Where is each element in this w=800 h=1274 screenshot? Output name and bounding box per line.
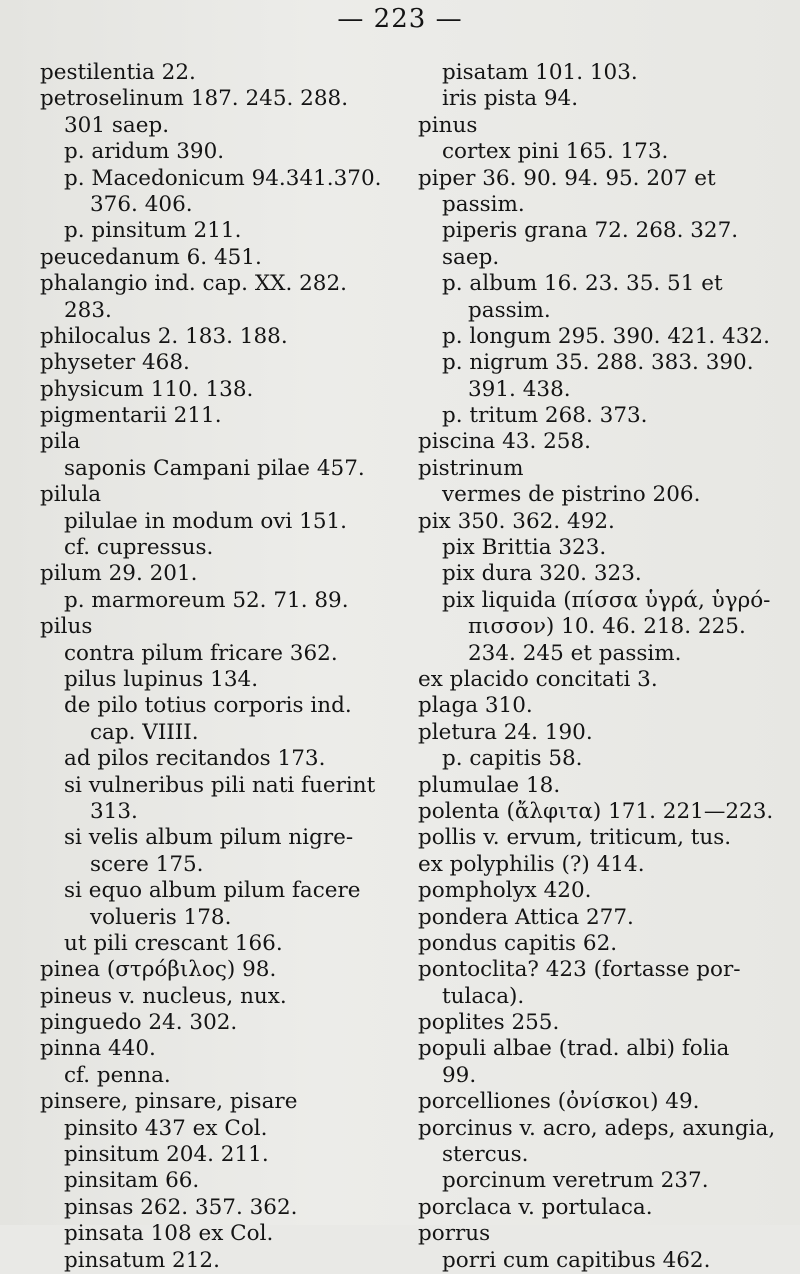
- index-entry-line: pigmentarii 211.: [40, 403, 222, 429]
- index-entry-line: cf. penna.: [64, 1062, 171, 1088]
- index-entry-line: cf. cupressus.: [64, 535, 214, 561]
- index-entry-line: p. capitis 58.: [442, 746, 583, 772]
- index-entry-line: pix dura 320. 323.: [442, 561, 642, 587]
- index-entry-line: 391. 438.: [468, 376, 571, 402]
- index-entry-line: p. Macedonicum 94.341.370.: [64, 165, 382, 191]
- index-entry-line: peucedanum 6. 451.: [40, 244, 262, 270]
- index-entry-line: ut pili crescant 166.: [64, 930, 283, 956]
- index-entry-line: pisatam 101. 103.: [442, 60, 638, 85]
- index-entry-line: pilula: [40, 482, 102, 508]
- index-entry-line: pinna 440.: [40, 1036, 156, 1062]
- index-entry-line: piper 36. 90. 94. 95. 207 et: [418, 165, 716, 191]
- index-entry-line: porclaca v. portulaca.: [418, 1194, 653, 1220]
- index-entry-line: pontoclita? 423 (fortasse por-: [418, 957, 741, 983]
- index-entry-line: si equo album pilum facere: [64, 878, 361, 904]
- index-entry-line: pletura 24. 190.: [418, 719, 593, 745]
- index-entry-line: p. tritum 268. 373.: [442, 403, 648, 429]
- index-entry-line: pinguedo 24. 302.: [40, 1010, 238, 1036]
- index-entry-line: pinea (στρόβιλος) 98.: [40, 957, 277, 983]
- index-entry-line: volueris 178.: [90, 904, 232, 930]
- index-entry-line: polenta (ἄλφιτα) 171. 221—223.: [418, 798, 774, 824]
- index-entry-line: pineus v. nucleus, nux.: [40, 983, 287, 1009]
- page-number: — 223 —: [337, 4, 463, 34]
- index-entry-line: p. nigrum 35. 288. 383. 390.: [442, 350, 754, 376]
- index-entry-line: philocalus 2. 183. 188.: [40, 323, 288, 349]
- index-entry-line: pondera Attica 277.: [418, 904, 634, 930]
- index-entry-line: p. pinsitum 211.: [64, 218, 242, 244]
- index-entry-line: pistrinum: [418, 455, 524, 481]
- index-entry-line: pondus capitis 62.: [418, 930, 618, 956]
- index-entry-line: vermes de pistrino 206.: [442, 482, 701, 508]
- index-entry-line: saep.: [442, 244, 500, 270]
- index-column-right: [418, 60, 776, 1274]
- index-entry-line: iris pista 94.: [442, 86, 579, 112]
- index-entry-line: porcelliones (ὀνίσκοι) 49.: [418, 1089, 700, 1115]
- index-entry-line: pilum 29. 201.: [40, 561, 198, 587]
- index-entry-line: si vulneribus pili nati fuerint: [64, 772, 376, 798]
- index-entry-line: pix liquida (πίσσα ὑγρά, ὑγρό-: [442, 587, 771, 613]
- index-column-left: [40, 60, 400, 1274]
- index-entry-line: porcinum veretrum 237.: [442, 1168, 709, 1194]
- index-entry-line: 376. 406.: [90, 191, 193, 217]
- index-entry-line: ex placido concitati 3.: [418, 666, 658, 692]
- index-entry-line: 234. 245 et passim.: [468, 640, 682, 666]
- index-entry-line: pinsitam 66.: [64, 1168, 200, 1194]
- index-entry-line: pinus: [418, 112, 478, 138]
- index-entry-line: 99.: [442, 1062, 477, 1088]
- index-entry-line: pollis v. ervum, triticum, tus.: [418, 825, 732, 851]
- index-entry-line: 301 saep.: [64, 112, 170, 138]
- index-entry-line: de pilo totius corporis ind.: [64, 693, 352, 719]
- index-entry-line: πισσον) 10. 46. 218. 225.: [468, 614, 746, 640]
- index-entry-line: pestilentia 22.: [40, 60, 196, 85]
- index-entry-line: passim.: [468, 297, 551, 323]
- index-entry-line: ex polyphilis (?) 414.: [418, 851, 645, 877]
- index-entry-line: pompholyx 420.: [418, 878, 592, 904]
- index-entry-line: physeter 468.: [40, 350, 190, 376]
- index-entry-line: pinsere, pinsare, pisare: [40, 1089, 298, 1115]
- index-entry-line: pix 350. 362. 492.: [418, 508, 615, 534]
- index-entry-line: pinsas 262. 357. 362.: [64, 1194, 298, 1220]
- index-entry-line: plaga 310.: [418, 693, 533, 719]
- index-entry-line: plumulae 18.: [418, 772, 561, 798]
- index-entry-line: p. longum 295. 390. 421. 432.: [442, 323, 770, 349]
- index-entry-line: poplites 255.: [418, 1010, 560, 1036]
- index-entry-line: pilus lupinus 134.: [64, 666, 259, 692]
- index-entry-line: populi albae (trad. albi) folia: [418, 1036, 730, 1062]
- index-entry-line: p. album 16. 23. 35. 51 et: [442, 271, 723, 297]
- index-entry-line: pinsitum 204. 211.: [64, 1142, 269, 1168]
- index-entry-line: passim.: [442, 191, 525, 217]
- index-entry-line: pilus: [40, 614, 93, 640]
- index-entry-line: phalangio ind. cap. XX. 282.: [40, 271, 347, 297]
- index-entry-line: pix Brittia 323.: [442, 535, 607, 561]
- index-entry-line: saponis Campani pilae 457.: [64, 455, 365, 481]
- index-entry-line: 313.: [90, 798, 138, 824]
- index-entry-line: p. marmoreum 52. 71. 89.: [64, 587, 349, 613]
- index-entry-line: si velis album pilum nigre-: [64, 825, 354, 851]
- index-entry-line: stercus.: [442, 1142, 529, 1168]
- index-entry-line: petroselinum 187. 245. 288.: [40, 86, 349, 112]
- index-entry-line: pilulae in modum ovi 151.: [64, 508, 348, 534]
- index-entry-line: scere 175.: [90, 851, 204, 877]
- index-entry-line: ad pilos recitandos 173.: [64, 746, 326, 772]
- index-entry-line: pinsata 108 ex Col.: [64, 1221, 274, 1247]
- index-entry-line: p. aridum 390.: [64, 139, 225, 165]
- index-entry-line: cortex pini 165. 173.: [442, 139, 669, 165]
- index-entry-line: porri cum capitibus 462.: [442, 1247, 711, 1273]
- index-entry-line: piperis grana 72. 268. 327.: [442, 218, 739, 244]
- index-entry-line: pila: [40, 429, 81, 455]
- index-entry-line: tulaca).: [442, 983, 525, 1009]
- index-entry-line: pinsatum 212.: [64, 1247, 220, 1273]
- index-entry-line: pinsito 437 ex Col.: [64, 1115, 268, 1141]
- index-entry-line: porcinus v. acro, adeps, axungia,: [418, 1115, 776, 1141]
- index-entry-line: 283.: [64, 297, 112, 323]
- index-entry-line: physicum 110. 138.: [40, 376, 254, 402]
- index-entry-line: porrus: [418, 1221, 491, 1247]
- index-entry-line: contra pilum fricare 362.: [64, 640, 338, 666]
- index-entry-line: cap. VIIII.: [90, 719, 199, 745]
- index-entry-line: piscina 43. 258.: [418, 429, 591, 455]
